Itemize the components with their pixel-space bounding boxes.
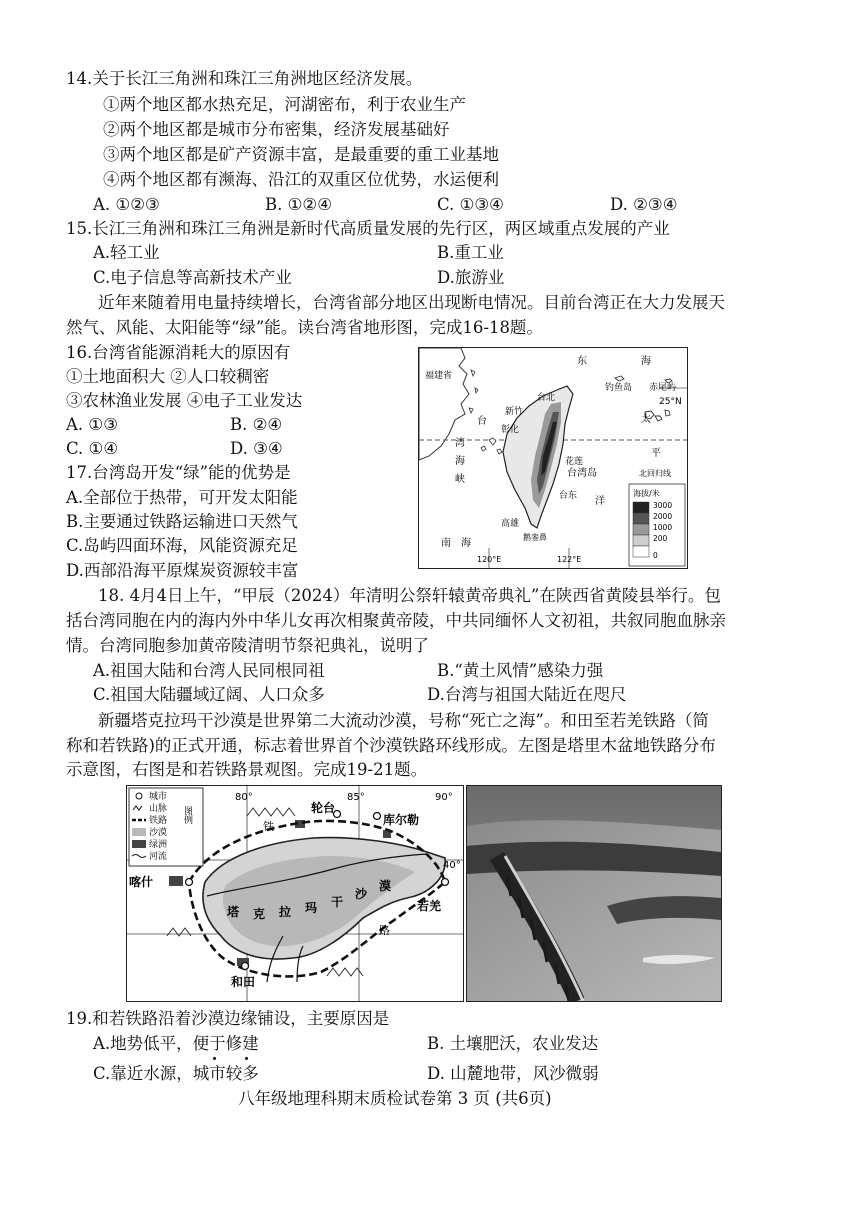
q16-option-b[interactable]: B. ②④	[230, 415, 283, 434]
q17-stem: 17.台湾岛开发“绿”能的优势是	[66, 463, 291, 482]
legend-level-200: 200	[653, 534, 668, 543]
desert-char-3: 拉	[279, 905, 292, 919]
q14-option-d[interactable]: D. ②③④	[610, 195, 678, 214]
legend-city: 城市	[149, 792, 168, 802]
legend-level-0: 0	[653, 551, 658, 560]
intro16-line-2: 然气、风能、太阳能等“绿”能。读台湾省地形图，完成16-18题。	[66, 318, 543, 337]
xinzhu-label: 新竹	[505, 407, 524, 417]
hualian-label: 花莲	[565, 457, 584, 467]
hai3-label: 海	[461, 538, 471, 549]
q15-option-b[interactable]: B.重工业	[437, 243, 504, 262]
chiwei-label: 赤尾屿	[649, 383, 677, 393]
intro19-line-2: 称和若铁路)的正式开通，标志着世界首个沙漠铁路环线形成。左图是塔里木盆地铁路分布	[66, 736, 716, 755]
q14-item-2: ②两个地区都是城市分布密集，经济发展基础好	[103, 120, 450, 139]
lon120-label: 120°E	[477, 555, 502, 564]
eluan-label: 鹅銮鼻	[523, 533, 547, 542]
taiwandao-label: 台湾岛	[567, 468, 597, 479]
desert-char-5: 干	[331, 895, 344, 909]
legend-level-1000: 1000	[653, 523, 673, 532]
desert-char-7: 漠	[379, 879, 392, 893]
legend-desert: 沙漠	[149, 828, 168, 838]
tai-label: 台	[477, 416, 487, 427]
q18-stem-line-3: 情。台湾同胞参加黄帝陵清明节祭祀典礼，说明了	[66, 636, 429, 655]
tai2-label: 太	[641, 414, 651, 425]
lu-label: 路	[379, 924, 390, 937]
kashi-label: 喀什	[129, 875, 154, 889]
lon122-label: 122°E	[557, 555, 582, 564]
q18-stem-line-2: 括台湾同胞在内的海内外中华儿女再次相聚黄帝陵，中共同缅怀人文初祖，共叙同胞血脉亲	[66, 611, 726, 630]
legend-railway: 铁路	[149, 816, 168, 826]
desert-char-2: 克	[253, 907, 266, 921]
q17-option-a[interactable]: A.全部位于热带，可开发太阳能	[66, 488, 298, 507]
taidong-label: 台东	[559, 491, 578, 501]
q19-stem: 19.和若铁路沿着沙漠边缘铺设，主要原因是	[66, 1009, 390, 1028]
q15-stem: 15.长江三角洲和珠江三角洲是新时代高质量发展的先行区，两区域重点发展的产业	[66, 219, 670, 238]
desert-char-6: 沙	[355, 887, 368, 901]
lon85-label: 85°	[347, 792, 365, 803]
zhanghua-label: 彰化	[501, 425, 520, 435]
q16-option-c[interactable]: C. ①④	[66, 439, 119, 458]
q17-option-d[interactable]: D.西部沿海平原煤炭资源较丰富	[66, 561, 299, 580]
xia-label: 峡	[455, 474, 465, 485]
legend-level-3000: 3000	[653, 501, 673, 510]
wan-label: 湾	[455, 438, 465, 449]
taibei-label: 台北	[537, 393, 556, 403]
q18-stem-line-1: 18. 4月4日上午，“甲辰（2024）年清明公祭轩辕黄帝典礼”在陕西省黄陵县举行。包	[98, 586, 721, 605]
q16-stem: 16.台湾省能源消耗大的原因有	[66, 343, 291, 362]
legend-oasis: 绿洲	[149, 840, 168, 850]
q15-option-c[interactable]: C.电子信息等高新技术产业	[93, 268, 292, 287]
yang-label: 洋	[595, 496, 605, 507]
hetian-label: 和田	[231, 975, 256, 989]
beihui-label: 北回归线	[639, 469, 671, 478]
kuerle-label: 库尔勒	[383, 813, 420, 827]
tie-label: 铁	[263, 820, 274, 833]
legend-title: 图例	[182, 806, 192, 824]
ruoqiang-label: 若羌	[417, 899, 442, 913]
legend-level-2000: 2000	[653, 512, 673, 521]
q14-item-1: ①两个地区都水热充足，河湖密布，利于农业生产	[103, 95, 466, 114]
q14-option-c[interactable]: C. ①③④	[437, 195, 504, 214]
q15-option-a[interactable]: A.轻工业	[93, 243, 160, 262]
q14-item-3: ③两个地区都是矿产资源丰富，是最重要的重工业基地	[103, 145, 499, 164]
q16-item-2: ③农林渔业发展 ④电子工业发达	[66, 391, 303, 410]
lat40-label: 40°	[443, 860, 461, 871]
q18-option-a[interactable]: A.祖国大陆和台湾人民同根同祖	[93, 661, 325, 680]
page-footer: 八年级地理科期末质检试卷第 3 页 (共6页)	[238, 1089, 552, 1108]
nan-label: 南	[441, 538, 451, 549]
taiwan-topographic-map	[418, 347, 688, 569]
gaoxiong-label: 高雄	[501, 519, 520, 529]
q18-option-c[interactable]: C.祖国大陆疆域辽阔、人口众多	[93, 685, 325, 704]
q19-option-d[interactable]: D. 山麓地带，风沙微弱	[427, 1064, 599, 1083]
q14-item-4: ④两个地区都有濒海、沿江的双重区位优势，水运便利	[103, 170, 499, 189]
intro19-line-3: 示意图，右图是和若铁路景观图。完成19-21题。	[66, 760, 428, 779]
legend-river: 河流	[149, 852, 168, 862]
q18-option-b[interactable]: B.“黄土风情”感染力强	[437, 661, 604, 680]
q16-option-a[interactable]: A. ①③	[66, 415, 118, 434]
fujian-label: 福建省	[425, 371, 453, 381]
dong-label: 东	[577, 356, 587, 367]
lon90-label: 90°	[435, 792, 453, 803]
diaoyu-label: 钓鱼岛	[605, 383, 633, 393]
q19-option-c[interactable]: C.靠近水源，城市较多	[93, 1064, 259, 1083]
ping-label: 平	[651, 448, 661, 459]
q17-option-b[interactable]: B.主要通过铁路运输进口天然气	[66, 512, 298, 531]
intro19-line-1: 新疆塔克拉玛干沙漠是世界第二大流动沙漠，号称“死亡之海”。和田至若羌铁路（简	[98, 711, 709, 730]
lat25-label: 25°N	[659, 397, 682, 407]
hai-label: 海	[641, 356, 651, 367]
tarim-basin-railway-map	[126, 785, 464, 1002]
q14-stem: 14.关于长江三角洲和珠江三角洲地区经济发展。	[66, 69, 423, 88]
luntai-label: 轮台	[311, 801, 336, 815]
emphasis-dot	[213, 1057, 216, 1060]
desert-char-4: 玛	[305, 901, 318, 915]
hero-railway-landscape-photo	[466, 785, 722, 1002]
q16-item-1: ①土地面积大 ②人口较稠密	[66, 367, 270, 386]
legend-mountain: 山脉	[149, 804, 168, 814]
q14-option-a[interactable]: A. ①②③	[93, 195, 160, 214]
q15-option-d[interactable]: D.旅游业	[437, 268, 505, 287]
q14-option-b[interactable]: B. ①②④	[265, 195, 332, 214]
lon80-label: 80°	[235, 792, 253, 803]
emphasis-dot	[245, 1057, 248, 1060]
q18-option-d[interactable]: D.台湾与祖国大陆近在咫尺	[427, 685, 627, 704]
q19-option-b[interactable]: B. 土壤肥沃，农业发达	[427, 1034, 599, 1053]
q19-option-a[interactable]: A.地势低平，便于修建	[93, 1034, 259, 1053]
legend-title: 海拔/米	[633, 489, 660, 498]
intro16-line-1: 近年来随着用电量持续增长，台湾省部分地区出现断电情况。目前台湾正在大力发展天	[98, 293, 725, 312]
q17-option-c[interactable]: C.岛屿四面环海，风能资源充足	[66, 536, 298, 555]
hai2-label: 海	[455, 456, 465, 467]
q16-option-d[interactable]: D. ③④	[230, 439, 283, 458]
desert-char-1: 塔	[227, 905, 240, 919]
